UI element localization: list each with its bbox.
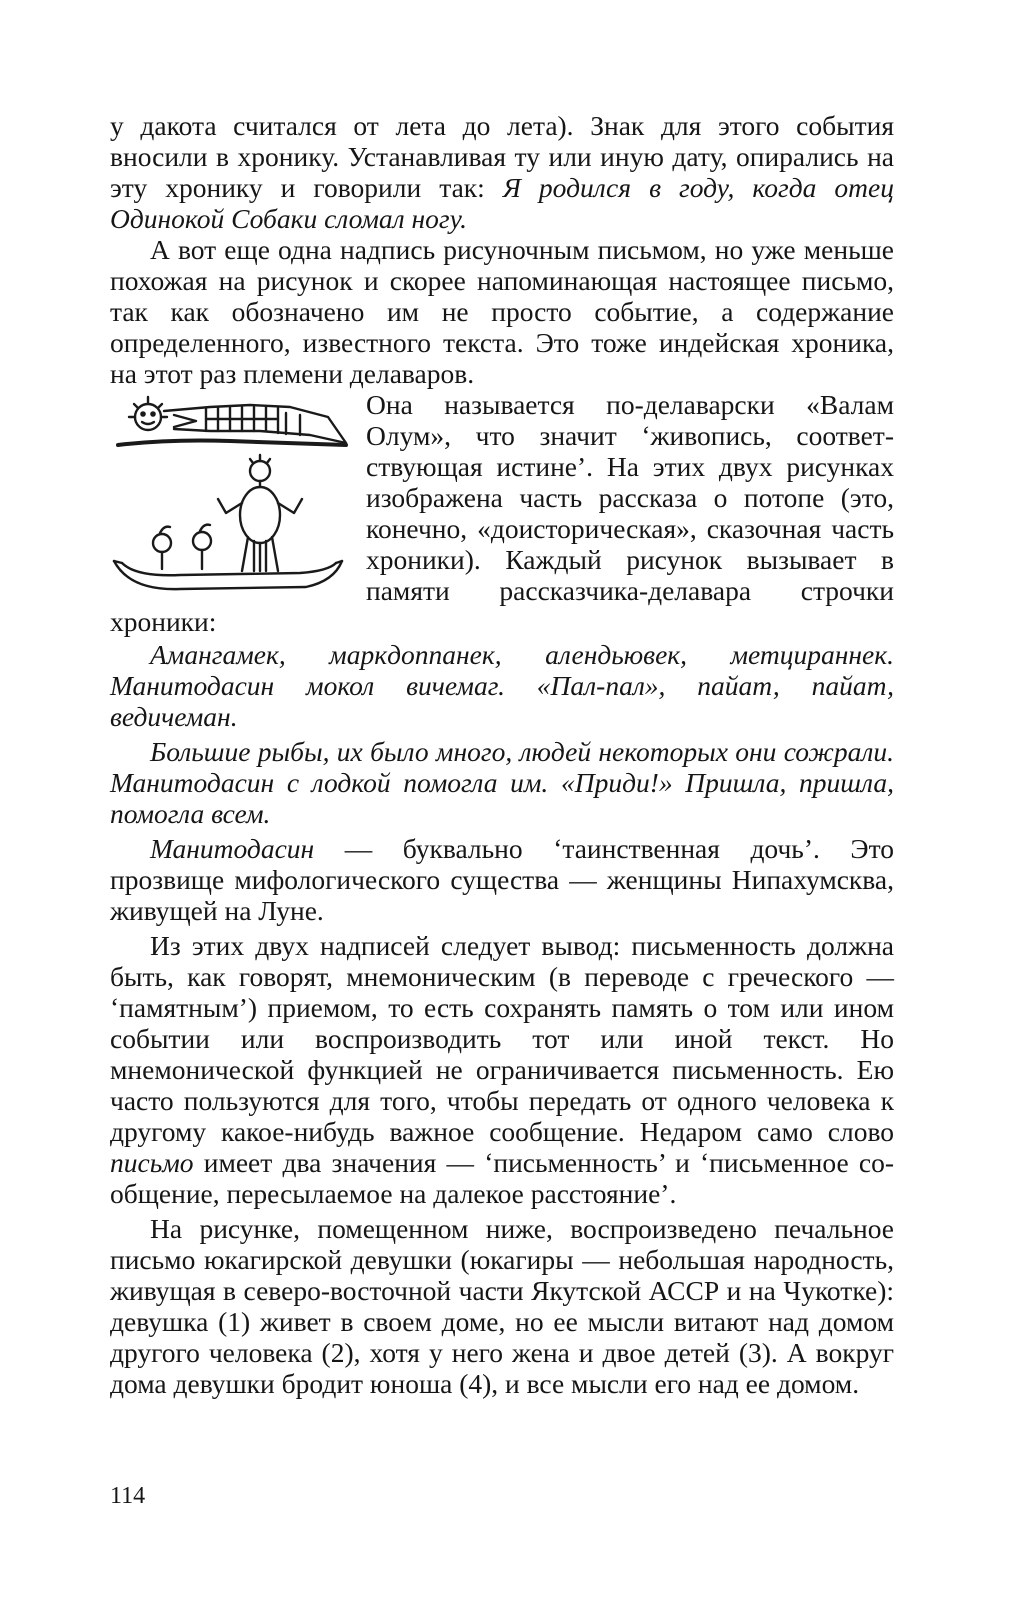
paragraph-walam-olum: Она называется по-делаварски «Валам Олум», что значит ‘живопись, соответствующая истине’. На этих двух рисунках изображена часть рассказа о потопе (это, конечно, «доисторическая», сказочная часть хроники). Каждый рисунок вызывает в памяти рассказчика-делавара строчки хроники: [110,389,894,637]
small-figures-icon [153,525,211,569]
italic-quote: Я родился в году, когда отец Одинокой Собаки сломал ногу. [110,172,894,234]
paragraph-manitodasin [110,833,894,926]
walam-olum-pictograph-figure [110,391,350,606]
serpent-body-icon [164,405,346,443]
paragraph-yukaghir-letter: На рисунке, помещенном ниже, воспроизведено печальное письмо юкагирской девушки (юкагиры — небольшая народность, живущая в северо-восточной части Якутской АССР и на Чукотке): девушка (1) живет в своем доме, но ее мысли витают над домом другого человека (2), хотя у него жена и двое детей (3). А вокруг дома девушки бродит юноша (4), и все мысли его над ее домом. [110,1213,894,1399]
paragraph-delaware-intro: А вот еще одна надпись рисуночным письмом, но уже меньше похожая на рисунок и скорее напоминающая настоящее письмо, так как обозначено им не просто событие, а содержание определенного, известного текста. Это тоже индейская хроника, на этот раз племени делаваров. [110,234,894,389]
chronicle-verse-original: Амангамек, маркдоппанек, алендьювек, метцираннек. Манитодасин мокол вичемаг. «Пал-пал», пайат, пайат, ведичеман. [110,639,894,732]
lower-large-figure-icon [218,455,302,571]
boat-icon [114,561,342,589]
chronicle-verse-translation: Большие рыбы, их было много, людей некоторых они сожрали. Манитодасин с лодкой помогла им. «Приди!» Пришла, пришла, помогла всем. [110,736,894,829]
paragraph-text: у дакота считался от лета до лета). Знак для этого события вносили в хронику. Устанавливая ту или иную дату, опирались на эту хронику и говорили так: [110,110,894,203]
page-number: 114 [110,1483,146,1509]
paragraph-dakota-chronicle [110,110,894,234]
italic-term: письмо [110,1147,194,1178]
paragraph-text: имеет два значения — ‘письменность’ и ‘письменное сообщение, пересылаемое на далекое расстояние’. [110,1147,894,1209]
italic-term: Манитодасин [150,833,315,864]
upper-figure-head-icon [129,397,167,430]
ground-line [118,441,346,446]
paragraph-mnemonic [110,930,894,1209]
paragraph-text: — буквально ‘таинственная дочь’. Это прозвище мифологического существа — женщины Нипахумсква, живущей на Луне. [110,833,894,926]
walam-olum-pictograph [110,391,350,606]
page-text [110,110,894,1399]
paragraph-text: Из этих двух надписей следует вывод: письменность должна быть, как говорят, мнемоническим (в переводе с греческого — ‘памятным’) приемом, то есть сохранять память о том или ином событии или воспроизводить тот или иной текст. Но мнемонической функцией не ограничивается письменность. Ею часто пользуются для того, чтобы передать от одного человека к другому какое-нибудь важное сообщение. Недаром само слово [110,930,894,1147]
